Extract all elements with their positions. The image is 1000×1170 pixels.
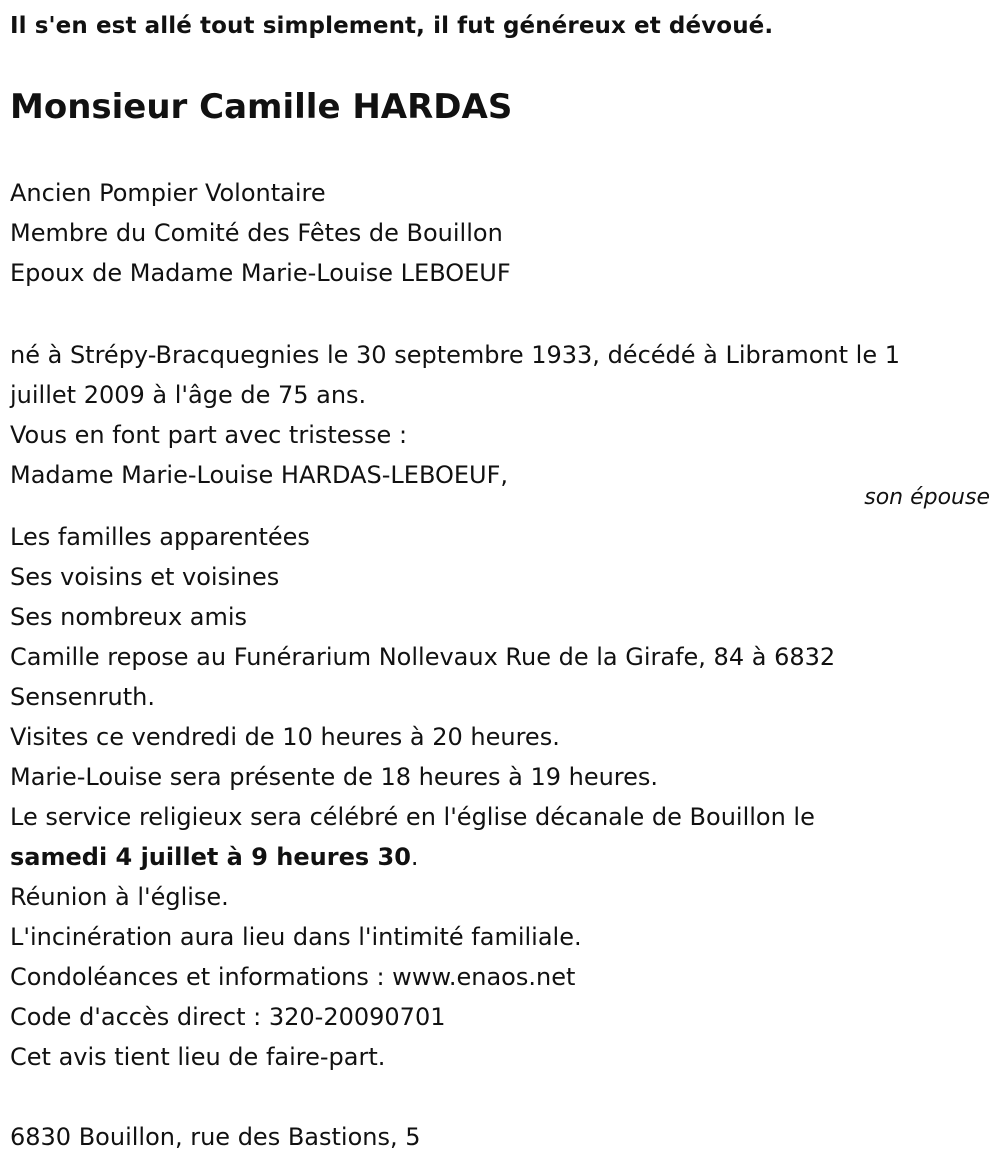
service-line: Le service religieux sera célébré en l'église décanale de Bouillon le — [10, 803, 815, 831]
birth-death-line: né à Strépy-Bracquegnies le 30 septembre 1933, décédé à Libramont le 1 — [10, 341, 900, 369]
address: 6830 Bouillon, rue des Bastions, 5 — [10, 1123, 421, 1151]
family-line: Ses nombreux amis — [10, 603, 248, 631]
funerarium-line: Camille repose au Funérarium Nollevaux Rue de la Girafe, 84 à 6832 — [10, 643, 836, 671]
spouse-name: Madame Marie-Louise HARDAS-LEBOEUF, — [10, 461, 509, 489]
service-date-line — [10, 837, 990, 877]
family-and-funeral-block — [10, 517, 990, 1077]
meeting-line: Réunion à l'église. — [10, 883, 229, 911]
titles-block — [10, 173, 990, 293]
family-line: Ses voisins et voisines — [10, 563, 280, 591]
title-line: Membre du Comité des Fêtes de Bouillon — [10, 219, 503, 247]
announcement-block — [10, 335, 990, 495]
cremation-line: L'incinération aura lieu dans l'intimité familiale. — [10, 923, 582, 951]
service-date: samedi 4 juillet à 9 heures 30 — [10, 843, 411, 871]
deceased-name: Monsieur Camille HARDAS — [10, 87, 513, 127]
spouse-role: son épouse — [864, 485, 990, 510]
funerarium-line: Sensenruth. — [10, 683, 156, 711]
epitaph: Il s'en est allé tout simplement, il fut généreux et dévoué. — [10, 13, 774, 39]
service-date-period: . — [410, 843, 419, 871]
sadness-intro: Vous en font part avec tristesse : — [10, 421, 408, 449]
title-line: Epoux de Madame Marie-Louise LEBOEUF — [10, 259, 511, 287]
title-line: Ancien Pompier Volontaire — [10, 179, 326, 207]
birth-death-line: juillet 2009 à l'âge de 75 ans. — [10, 381, 367, 409]
presence-line: Marie-Louise sera présente de 18 heures à 19 heures. — [10, 763, 659, 791]
condolences-line: Condoléances et informations : www.enaos.net — [10, 963, 576, 991]
notice-line: Cet avis tient lieu de faire-part. — [10, 1043, 386, 1071]
visits-line: Visites ce vendredi de 10 heures à 20 heures. — [10, 723, 560, 751]
family-line: Les familles apparentées — [10, 523, 310, 551]
access-code-line: Code d'accès direct : 320-20090701 — [10, 1003, 446, 1031]
